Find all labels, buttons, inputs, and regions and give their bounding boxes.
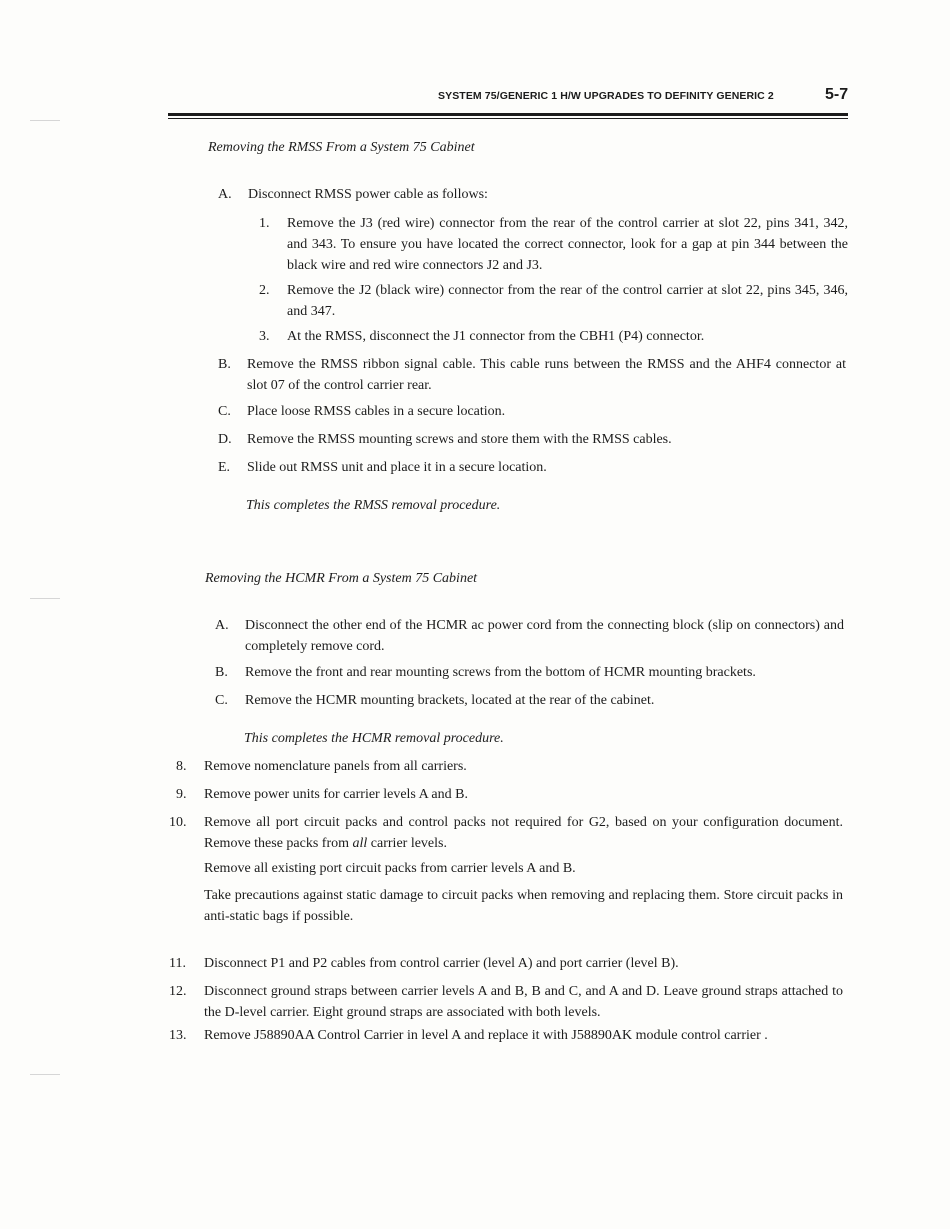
page-number: 5-7 [825,86,849,103]
header-rule-thick [168,113,848,116]
hcmr-item-B-text: Remove the front and rear mounting screws from the bottom of HCMR mounting brackets. [245,665,756,680]
hcmr-item-C-text: Remove the HCMR mounting brackets, located at the rear of the cabinet. [245,693,655,708]
step-13-number: 13. [169,1028,187,1043]
step-10-text-end: carrier levels. [367,836,447,851]
hcmr-completion-note: This completes the HCMR removal procedure. [244,731,504,746]
step-10-text-start: Remove all port circuit packs and control packs not required for G2, based on your configuration document. Remove these packs from [204,815,843,851]
step-9-number: 9. [176,787,187,802]
rmss-item-D-label: D. [218,432,232,447]
step-10-paragraph-2: Remove all existing port circuit packs from carrier levels A and B. [204,861,576,876]
hcmr-item-A-label: A. [215,618,229,633]
step-8-number: 8. [176,759,187,774]
step-10-paragraph-3: Take precautions against static damage to circuit packs when removing and replacing them. Store circuit packs in anti-static bags if possible. [204,888,843,924]
hcmr-item-C-label: C. [215,693,228,708]
rmss-completion-note: This completes the RMSS removal procedure. [246,498,501,513]
rmss-sub-1-text: Remove the J3 (red wire) connector from the rear of the control carrier at slot 22, pins 341, 342, and 343. To ensure you have located the correct connector, look for a gap at pin 344 between the black wire and red wire connectors J2 and J3. [287,216,848,273]
step-12-text: Disconnect ground straps between carrier levels A and B, B and C, and A and D. Leave ground straps attached to the D-level carrier. Eight ground straps are associated with both levels. [204,984,843,1020]
rmss-item-C-label: C. [218,404,231,419]
rmss-item-E-text: Slide out RMSS unit and place it in a secure location. [247,460,547,475]
header-title: SYSTEM 75/GENERIC 1 H/W UPGRADES TO DEFINITY GENERIC 2 [438,90,774,102]
scan-edge-mark [30,1074,60,1075]
scan-edge-mark [30,120,60,121]
header-rule-thin [168,118,848,119]
rmss-sub-1-label: 1. [259,216,270,231]
rmss-sub-2-label: 2. [259,283,270,298]
step-10-text [204,812,843,854]
rmss-item-C-text: Place loose RMSS cables in a secure location. [247,404,506,419]
rmss-item-D-text: Remove the RMSS mounting screws and store them with the RMSS cables. [247,432,672,447]
step-9-text: Remove power units for carrier levels A and B. [204,787,468,802]
rmss-sub-2-text: Remove the J2 (black wire) connector from the rear of the control carrier at slot 22, pins 345, 346, and 347. [287,283,848,319]
rmss-sub-3-text: At the RMSS, disconnect the J1 connector from the CBH1 (P4) connector. [287,329,705,344]
rmss-item-A-label: A. [218,187,232,202]
scan-edge-mark [30,598,60,599]
step-8-text: Remove nomenclature panels from all carriers. [204,759,467,774]
rmss-item-E-label: E. [218,460,231,475]
rmss-item-B-text: Remove the RMSS ribbon signal cable. This cable runs between the RMSS and the AHF4 connector at slot 07 of the control carrier rear. [247,357,846,393]
step-13-text: Remove J58890AA Control Carrier in level A and replace it with J58890AK module control carrier . [204,1028,768,1043]
step-11-number: 11. [169,956,186,971]
rmss-item-A-text: Disconnect RMSS power cable as follows: [248,187,488,202]
step-10-number: 10. [169,815,187,830]
hcmr-item-A-text: Disconnect the other end of the HCMR ac power cord from the connecting block (slip on connectors) and completely remove cord. [245,618,844,654]
running-header [0,86,950,106]
rmss-heading: Removing the RMSS From a System 75 Cabinet [208,140,475,155]
hcmr-heading: Removing the HCMR From a System 75 Cabinet [205,571,478,586]
step-12-number: 12. [169,984,187,999]
step-10-emphasis: all [352,836,368,851]
hcmr-item-B-label: B. [215,665,228,680]
rmss-sub-3-label: 3. [259,329,270,344]
rmss-item-B-label: B. [218,357,231,372]
step-11-text: Disconnect P1 and P2 cables from control carrier (level A) and port carrier (level B). [204,956,679,971]
